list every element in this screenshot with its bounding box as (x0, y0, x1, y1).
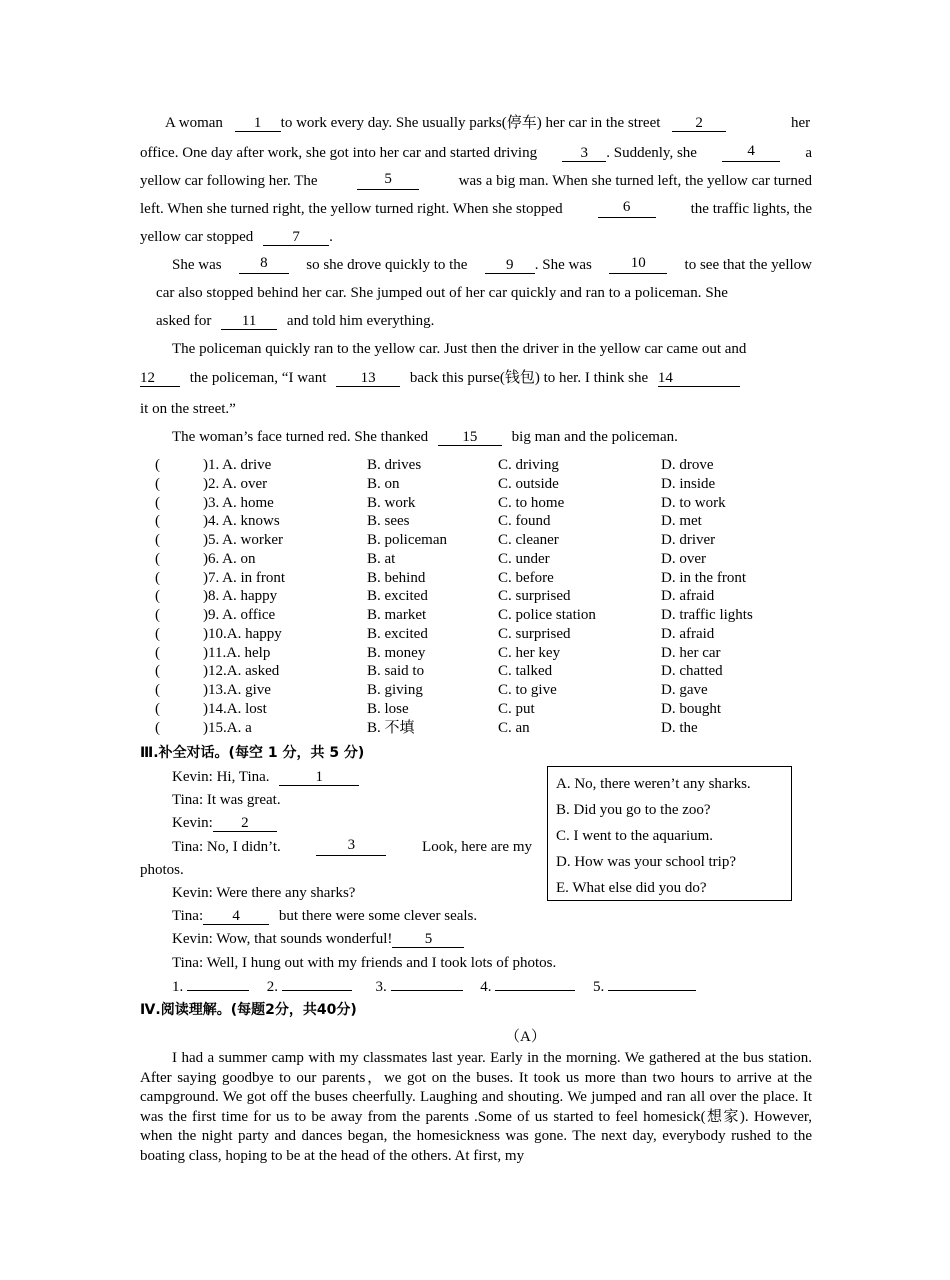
passage-line-1 (165, 114, 726, 132)
passage-text: . (329, 229, 333, 245)
option-b: B. drives (367, 457, 422, 473)
passage-text: She was (172, 257, 222, 273)
dialog-blank-5: 5 (392, 932, 464, 948)
answer-label: 3. (375, 979, 387, 995)
option-c: C. talked (498, 663, 553, 680)
blank-11: 11 (221, 314, 277, 330)
dialog-line-3 (172, 814, 277, 832)
passage-text: big man and the policeman. (511, 429, 678, 445)
option-d: D. afraid (661, 625, 715, 642)
option-a: )6. A. on (203, 550, 256, 567)
dialog-text: Kevin: Hi, Tina. (172, 769, 270, 785)
dialog-text: Kevin: Wow, that sounds wonderful! (172, 931, 393, 947)
answer-blank-2[interactable] (282, 990, 352, 991)
option-d: D. chatted (661, 663, 723, 680)
option-c: C. driving (498, 457, 559, 473)
answer-paren[interactable]: ( (155, 607, 160, 623)
blank-8: 8 (239, 256, 289, 274)
blank-1: 1 (235, 116, 281, 132)
answer-blank-5[interactable] (608, 990, 696, 991)
passage-text: her (791, 115, 811, 131)
dialog-line-5: Kevin: Were there any sharks? (172, 885, 356, 901)
option-c: C. put (498, 700, 535, 717)
option-a: )9. A. office (203, 607, 276, 623)
option-b: B. at (367, 550, 396, 567)
section-3-title: Ⅲ.补全对话。(每空 1 分，共 5 分) (140, 745, 365, 761)
passage-text: back this purse(钱包) to her. I think she (409, 370, 649, 386)
option-a: )5. A. worker (203, 532, 283, 548)
blank-6: 6 (598, 200, 656, 218)
option-d: D. gave (661, 682, 708, 698)
dialog-blank-3: 3 (316, 838, 386, 856)
dialog-blank-2: 2 (213, 816, 277, 832)
dialog-line-4b: photos. (140, 862, 184, 878)
passage-text: and told him everything. (286, 313, 435, 329)
passage-text: . Suddenly, she (606, 145, 697, 161)
option-a: )11.A. help (203, 644, 271, 661)
passage-line-2 (140, 144, 812, 162)
passage-text: so she drove quickly to the (306, 257, 468, 273)
answer-blank-1[interactable] (187, 990, 249, 991)
answer-paren[interactable]: ( (155, 682, 160, 698)
option-a: )12.A. asked (203, 663, 280, 680)
dialog-text: Tina: No, I didn’t. (172, 839, 281, 855)
option-d: D. met (661, 513, 702, 530)
option-a: )13.A. give (203, 682, 271, 698)
passage-text: left. When she turned right, the yellow turned right. When she stopped (140, 201, 563, 217)
option-b: B. money (367, 644, 426, 661)
answer-paren[interactable]: ( (155, 663, 160, 680)
answer-blank-4[interactable] (495, 990, 575, 991)
dialog-option-b: B. Did you go to the zoo? (556, 802, 711, 818)
option-b: B. excited (367, 625, 428, 642)
blank-15: 15 (438, 430, 502, 446)
passage-line-12 (172, 428, 678, 446)
passage-line-3 (140, 172, 812, 190)
option-b: B. excited (367, 588, 428, 605)
option-b: B. on (367, 475, 400, 492)
passage-line-9 (172, 340, 812, 358)
option-a: )2. A. over (203, 475, 268, 492)
passage-text: to see that the yellow (684, 257, 812, 273)
option-b: B. behind (367, 569, 426, 586)
option-d: D. in the front (661, 569, 746, 586)
option-d: D. driver (661, 532, 716, 548)
answer-blank-3[interactable] (391, 990, 463, 991)
answer-paren[interactable]: ( (155, 719, 160, 736)
answer-paren[interactable]: ( (155, 494, 160, 511)
option-a: )14.A. lost (203, 700, 267, 717)
passage-text: car also stopped behind her car. She jumped out of her car quickly and ran to a policeman. She (156, 285, 729, 301)
answer-line (172, 978, 696, 996)
answer-label: 5. (593, 979, 605, 995)
option-c: C. police station (498, 607, 596, 623)
option-c: C. before (498, 569, 554, 586)
section-4-title: Ⅳ.阅读理解。(每题2分，共40分) (140, 1002, 357, 1018)
option-a: )15.A. a (203, 719, 252, 736)
option-d: D. the (661, 719, 698, 736)
answer-paren[interactable]: ( (155, 513, 160, 530)
answer-paren[interactable]: ( (155, 700, 160, 717)
answer-label: 4. (480, 979, 492, 995)
dialog-blank-4: 4 (203, 909, 269, 925)
blank-13: 13 (336, 371, 400, 387)
dialog-option-e: E. What else did you do? (556, 880, 707, 896)
dialog-line-2: Tina: It was great. (172, 792, 281, 808)
passage-text: a (805, 145, 812, 161)
passage-text: the policeman, “I want (189, 370, 327, 386)
passage-text: office. One day after work, she got into her car and started driving (140, 145, 538, 161)
blank-14: 14 (658, 371, 740, 387)
option-c: C. cleaner (498, 532, 559, 548)
option-b: B. giving (367, 682, 423, 698)
option-c: C. under (498, 550, 550, 567)
dialog-options-box (547, 766, 792, 901)
option-c: C. surprised (498, 625, 571, 642)
passage-text: yellow car stopped (140, 229, 254, 245)
answer-paren[interactable]: ( (155, 625, 160, 642)
dialog-option-c: C. I went to the aquarium. (556, 828, 714, 844)
blank-2: 2 (672, 116, 726, 132)
option-b: B. sees (367, 513, 410, 530)
blank-12: 12 (140, 371, 180, 387)
option-b: B. said to (367, 663, 425, 680)
passage-a-label: （A） (505, 1029, 546, 1045)
dialog-text: Look, here are my (422, 839, 532, 855)
passage-line-6 (172, 256, 812, 274)
dialog-line-8: Tina: Well, I hung out with my friends and I took lots of photos. (172, 955, 557, 971)
option-d: D. to work (661, 494, 726, 511)
dialog-line-6 (172, 907, 477, 925)
option-a: )10.A. happy (203, 625, 282, 642)
passage-line-8 (156, 312, 434, 330)
blank-10: 10 (609, 256, 667, 274)
option-c: C. to give (498, 682, 557, 698)
dialog-line-4 (172, 838, 532, 856)
reading-passage-a: I had a summer camp with my classmates last year. Early in the morning. We gathered at the bus station. After saying goodbye to our parents，we got on the buses. It took us more than two hours to arrive at the campground. We got off the buses cheerfully. Laughing and shouting. We jumped and ran all over the place. It was the first time for us to be away from the parents .Some of us started to feel homesick(想家). However, when the night party and dances began, the homesickness was gone. The next day, everybody rushed to the boating class, hoping to be at the head of the others. At first, my (140, 1050, 812, 1164)
option-a: )3. A. home (203, 494, 274, 511)
answer-label: 2. (266, 979, 278, 995)
option-b: B. work (367, 494, 416, 511)
option-d: D. traffic lights (661, 607, 753, 623)
option-d: D. afraid (661, 588, 715, 605)
dialog-line-7 (172, 930, 464, 948)
dialog-option-d: D. How was your school trip? (556, 854, 736, 870)
option-c: C. to home (498, 494, 565, 511)
passage-text: yellow car following her. The (140, 173, 318, 189)
option-d: D. her car (661, 644, 721, 661)
passage-text: A woman (165, 115, 223, 131)
option-b: B. 不填 (367, 719, 415, 736)
answer-paren[interactable]: ( (155, 588, 160, 605)
blank-4: 4 (722, 144, 780, 162)
dialog-text: but there were some clever seals. (278, 908, 478, 924)
option-c: C. outside (498, 475, 559, 492)
answer-paren[interactable]: ( (155, 457, 160, 473)
passage-line-10 (140, 369, 740, 387)
option-d: D. inside (661, 475, 716, 492)
option-d: D. bought (661, 700, 721, 717)
passage-text: the traffic lights, the (690, 201, 812, 217)
blank-7: 7 (263, 230, 329, 246)
answer-paren[interactable]: ( (155, 532, 160, 548)
dialog-line-1 (172, 768, 359, 786)
option-a: )4. A. knows (203, 513, 280, 530)
dialog-option-a: A. No, there weren’t any sharks. (556, 776, 751, 792)
passage-text: asked for (156, 313, 212, 329)
option-c: C. an (498, 719, 530, 736)
blank-9: 9 (485, 258, 535, 274)
dialog-text: Tina: (172, 908, 204, 924)
answer-paren[interactable]: ( (155, 550, 160, 567)
dialog-blank-1: 1 (279, 770, 359, 786)
passage-text: . She was (534, 257, 592, 273)
answer-paren[interactable]: ( (155, 644, 160, 661)
passage-line-4 (140, 200, 812, 218)
option-c: C. found (498, 513, 551, 530)
passage-line-7 (156, 284, 812, 302)
option-b: B. lose (367, 700, 409, 717)
passage-line-11: it on the street.” (140, 401, 236, 417)
passage-text: The policeman quickly ran to the yellow car. Just then the driver in the yellow car came out and (172, 341, 747, 357)
option-d: D. over (661, 550, 706, 567)
blank-3: 3 (562, 146, 606, 162)
option-c: C. her key (498, 644, 561, 661)
option-a: )1. A. drive (203, 457, 272, 473)
answer-paren[interactable]: ( (155, 569, 160, 586)
answer-paren[interactable]: ( (155, 475, 160, 492)
option-a: )7. A. in front (203, 569, 286, 586)
passage-text: was a big man. When she turned left, the yellow car turned (458, 173, 812, 189)
option-a: )8. A. happy (203, 588, 278, 605)
option-b: B. policeman (367, 532, 447, 548)
passage-line-5 (140, 228, 333, 246)
passage-text: to work every day. She usually parks(停车) her car in the street (280, 115, 661, 131)
answer-label: 1. (172, 979, 184, 995)
dialog-text: Kevin: (172, 815, 213, 831)
blank-5: 5 (357, 172, 419, 190)
option-b: B. market (367, 607, 427, 623)
passage-text: The woman’s face turned red. She thanked (172, 429, 429, 445)
option-d: D. drove (661, 457, 714, 473)
option-c: C. surprised (498, 588, 571, 605)
